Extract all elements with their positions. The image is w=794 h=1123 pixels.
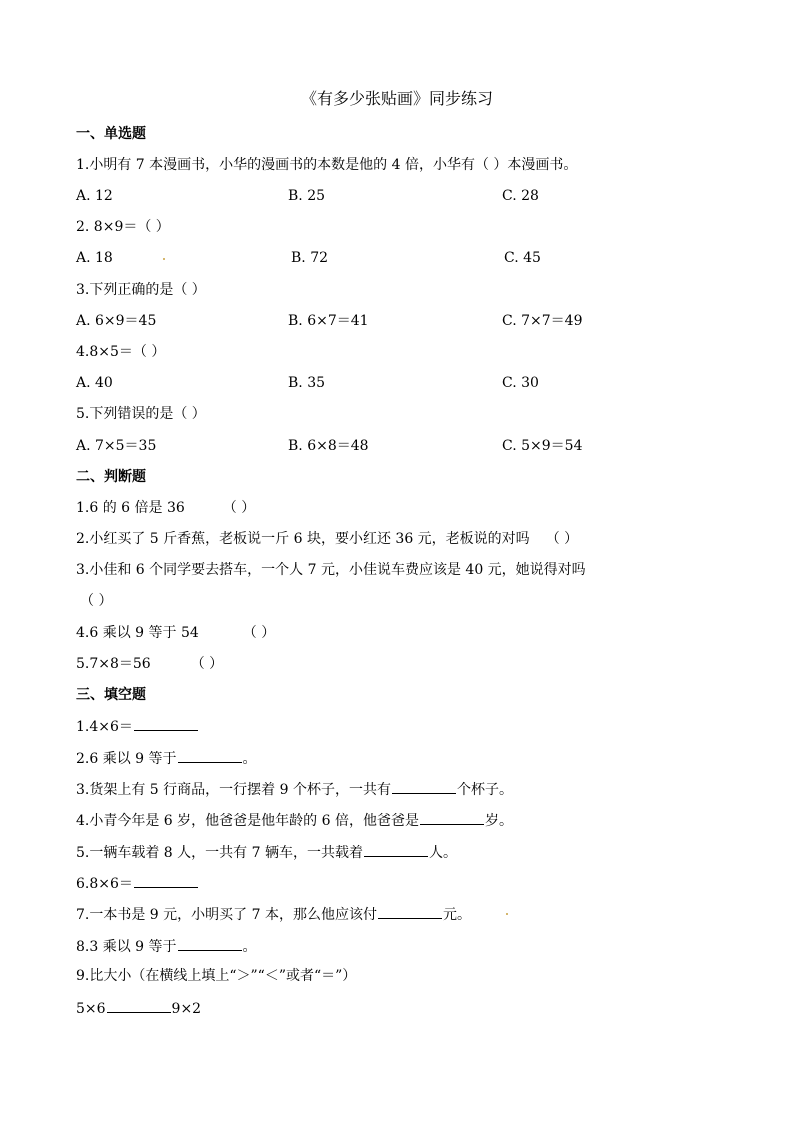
answer-blank-8[interactable] [178,936,242,951]
mc-question-4: 4.8×5＝（ ） [76,344,166,360]
section-heading-multiple-choice: 一、单选题 [76,126,146,142]
mc-question-1: 1.小明有 7 本漫画书，小华的漫画书的本数是他的 4 倍，小华有（ ）本漫画书。 [76,157,578,173]
fill-question-8 [76,936,257,957]
tf-question-4-text: 4.6 乘以 9 等于 54 [76,625,199,641]
mc-question-3: 3.下列正确的是（ ） [76,282,206,298]
mc-option-3b: B. 6×7＝41 [288,313,369,329]
mc-option-5b: B. 6×8＝48 [288,438,369,454]
fill-question-5-text: 5.一辆车载着 8 人，一共有 7 辆车，一共载着 [76,845,363,861]
tf-question-5-text: 5.7×8＝56 [76,656,151,672]
mc-option-4a: A. 40 [76,375,113,391]
answer-blank-2[interactable] [178,748,242,763]
answer-blank-3[interactable] [392,779,456,794]
fill-question-3-suffix: 个杯子。 [456,782,513,798]
fill-question-9: 9.比大小（在横线上填上“＞”“＜”或者“＝”） [76,968,357,984]
fill-question-1 [76,716,199,737]
mc-option-4c: C. 30 [502,375,539,391]
fill-question-7-suffix: 元。 [442,907,471,923]
answer-blank-6[interactable] [134,873,198,888]
mc-question-2: 2. 8×9＝（ ） [76,219,170,235]
fill-question-6-text: 6.8×6＝ [76,876,133,892]
mc-option-5a: A. 7×5＝35 [76,438,157,454]
fill-question-3-text: 3.货架上有 5 行商品，一行摆着 9 个杯子，一共有 [76,782,391,798]
answer-blank-5[interactable] [364,842,428,857]
mc-option-2a: A. 18 [76,250,113,266]
fill-question-5-suffix: 人。 [428,845,457,861]
stray-mark-dot [506,913,508,915]
mc-option-4b: B. 35 [288,375,326,391]
tf-answer-paren-2: （ ） [545,531,579,547]
mc-option-3c: C. 7×7＝49 [502,313,583,329]
tf-answer-paren-4: （ ） [242,625,276,641]
tf-answer-paren-3: （ ） [80,593,113,609]
fill-question-9-compare [76,998,201,1019]
answer-blank-7[interactable] [378,904,442,919]
fill-question-4 [76,810,513,831]
fill-question-7-text: 7.一本书是 9 元，小明买了 7 本，那么他应该付 [76,907,377,923]
fill-question-2-suffix: 。 [242,751,257,767]
answer-blank-1[interactable] [134,716,198,731]
tf-answer-paren-5: （ ） [190,656,224,672]
mc-question-5: 5.下列错误的是（ ） [76,406,206,422]
section-heading-fill-blank: 三、填空题 [76,687,146,703]
tf-question-5 [76,654,223,674]
compare-right-expression: 9×2 [171,1001,202,1017]
tf-question-1 [76,498,255,518]
fill-question-3 [76,779,513,800]
mc-option-1c: C. 28 [502,188,539,204]
answer-blank-9[interactable] [107,998,171,1013]
tf-answer-paren-1: （ ） [222,500,256,516]
tf-question-2-text: 2.小红买了 5 斤香蕉，老板说一斤 6 块，要小红还 36 元，老板说的对吗 [76,531,530,547]
mc-option-2b: B. 72 [291,250,329,266]
tf-question-3: 3.小佳和 6 个同学要去搭车，一个人 7 元，小佳说车费应该是 40 元，她说得对吗 [76,562,586,578]
fill-question-4-text: 4.小青今年是 6 岁，他爸爸是他年龄的 6 倍，他爸爸是 [76,813,419,829]
tf-question-1-text: 1.6 的 6 倍是 36 [76,500,185,516]
mc-option-5c: C. 5×9＝54 [502,438,583,454]
fill-question-5 [76,842,457,863]
mc-option-3a: A. 6×9＝45 [76,313,157,329]
tf-question-4 [76,623,275,643]
fill-question-6 [76,873,199,894]
fill-question-8-suffix: 。 [242,939,257,955]
answer-blank-4[interactable] [420,810,484,825]
fill-question-2-text: 2.6 乘以 9 等于 [76,751,177,767]
fill-question-4-suffix: 岁。 [484,813,513,829]
fill-question-7 [76,904,471,925]
page-title: 《有多少张贴画》同步练习 [300,89,493,108]
mc-option-1b: B. 25 [288,188,326,204]
section-heading-true-false: 二、判断题 [76,469,146,485]
mc-option-1a: A. 12 [76,188,113,204]
stray-mark-dot [163,258,165,260]
compare-left-expression: 5×6 [76,1001,106,1017]
tf-question-2 [76,529,578,549]
mc-option-2c: C. 45 [504,250,541,266]
fill-question-1-text: 1.4×6＝ [76,719,133,735]
fill-question-2 [76,748,257,769]
fill-question-8-text: 8.3 乘以 9 等于 [76,939,177,955]
